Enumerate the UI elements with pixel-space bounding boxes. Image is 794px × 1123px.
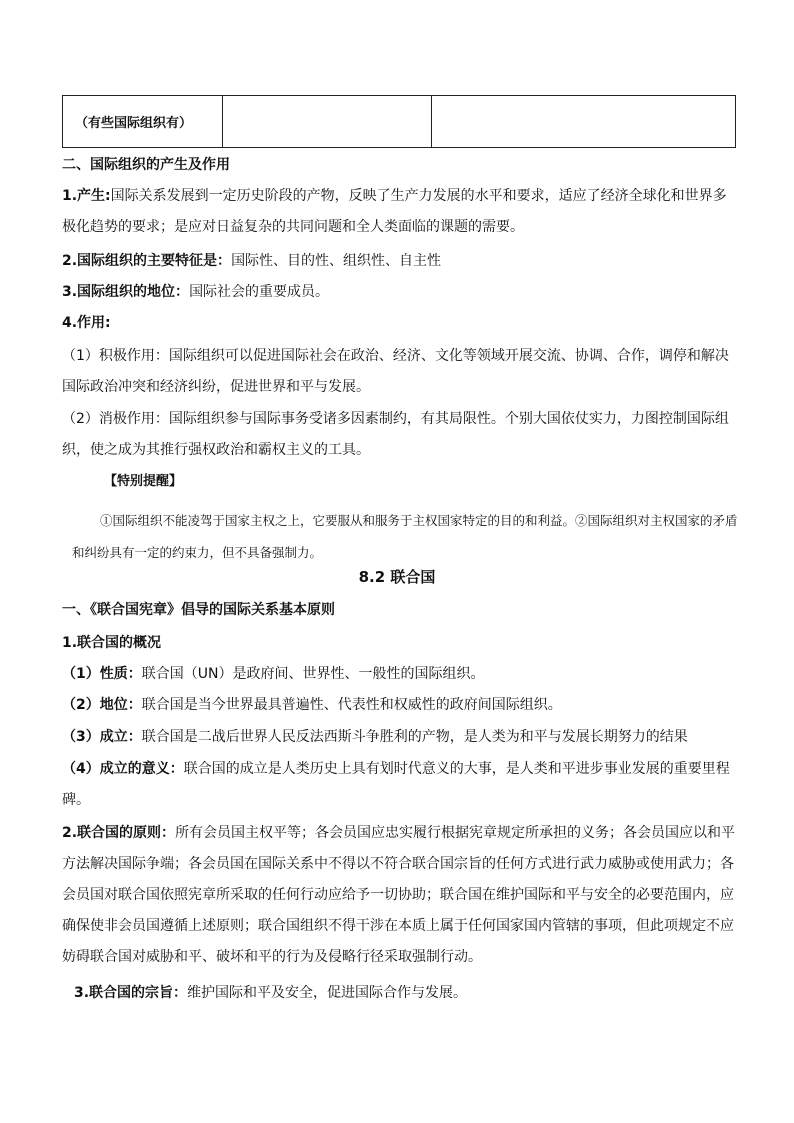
paragraph-negative-role: （2）消极作用：国际组织参与国际事务受诸多因素制约，有其局限性。个别大国依仗实力，力图控制国际组织，使之成为其推行强权政治和霸权主义的工具。 — [62, 411, 729, 458]
paragraph-role-heading: 4.作用: — [62, 315, 111, 331]
summary-table — [62, 95, 736, 148]
item-text: 联合国（UN）是政府间、世界性、一般性的国际组织。 — [141, 666, 485, 682]
paragraph-status — [62, 277, 738, 308]
item-text: 联合国的成立是人类历史上具有划时代意义的大事，是人类和平进步事业发展的重要里程碑。 — [62, 761, 730, 808]
item-label: （2）地位： — [62, 697, 142, 713]
section-heading: 二、国际组织的产生及作用 — [62, 157, 230, 173]
item-text: 联合国是当今世界最具普遍性、代表性和权威性的政府间国际组织。 — [141, 697, 562, 713]
list-item-significance — [62, 754, 738, 816]
paragraph-origin — [62, 181, 738, 243]
paragraph-features — [62, 246, 738, 277]
paragraph-text: 国际关系发展到一定历史阶段的产物，反映了生产力发展的水平和要求，适应了经济全球化和世界多极化趋势的要求；是应对日益复杂的共同问题和全人类面临的课题的需要。 — [62, 188, 727, 235]
note-text: ①国际组织不能凌驾于国家主权之上，它要服从和服务于主权国家特定的目的和利益。②国际组织对主权国家的矛盾和纠纷具有一定的约束力，但不具备强制力。 — [72, 513, 738, 560]
table-cell — [223, 96, 432, 148]
item-label: （3）成立： — [62, 729, 142, 745]
paragraph-label: 2.联合国的原则： — [62, 825, 176, 841]
table-cell: （有些国际组织有） — [63, 96, 223, 148]
list-item-founding — [62, 722, 738, 753]
item-label: （1）性质： — [62, 666, 142, 682]
paragraph-principles — [62, 818, 738, 973]
paragraph-positive-role: （1）积极作用：国际组织可以促进国际社会在政治、经济、文化等领域开展交流、协调、合作，调停和解决国际政治冲突和经济纠纷，促进世界和平与发展。 — [62, 348, 729, 395]
list-item-status — [62, 690, 738, 721]
paragraph-label: 2.国际组织的主要特征是： — [62, 253, 232, 269]
list-item-nature — [62, 659, 738, 690]
sub-heading: 1.联合国的概况 — [62, 635, 162, 651]
paragraph-text: 国际社会的重要成员。 — [189, 284, 330, 300]
section-heading: 一、《联合国宪章》倡导的国际关系基本原则 — [62, 602, 335, 618]
paragraph-label: 1.产生: — [62, 188, 111, 204]
paragraph-text: 维护国际和平及安全，促进国际合作与发展。 — [187, 985, 468, 1001]
paragraph-label: 3.联合国的宗旨： — [74, 985, 188, 1001]
table-cell — [432, 96, 736, 148]
paragraph-label: 3.国际组织的地位： — [62, 284, 190, 300]
note-title: 【特别提醒】 — [104, 474, 183, 489]
paragraph-purpose — [74, 978, 750, 1009]
table-row — [63, 96, 736, 148]
item-text: 联合国是二战后世界人民反法西斯斗争胜利的产物，是人类为和平与发展长期努力的结果 — [141, 729, 688, 745]
section-title: 8.2 联合国 — [358, 568, 436, 586]
paragraph-text: 国际性、目的性、组织性、自主性 — [231, 253, 442, 269]
paragraph-text: 所有会员国主权平等；各会员国应忠实履行根据宪章规定所承担的义务；各会员国应以和平方法解决国际争端；各会员国在国际关系中不得以不符合联合国宗旨的任何方式进行武力威胁或使用武力；各会员国对联合国依照宪章所采取的任何行动应给予一切协助；联合国在维护国际和平与安全的必要范围内，应确保使非会员国遵循上述原则；联合国组织不得干涉在本质上属于任何国家国内管辖的事项，但此项规定不应妨碍联合国对威胁和平、破坏和平的行为及侵略行径采取强制行动。 — [62, 825, 736, 965]
item-label: （4）成立的意义： — [62, 761, 184, 777]
